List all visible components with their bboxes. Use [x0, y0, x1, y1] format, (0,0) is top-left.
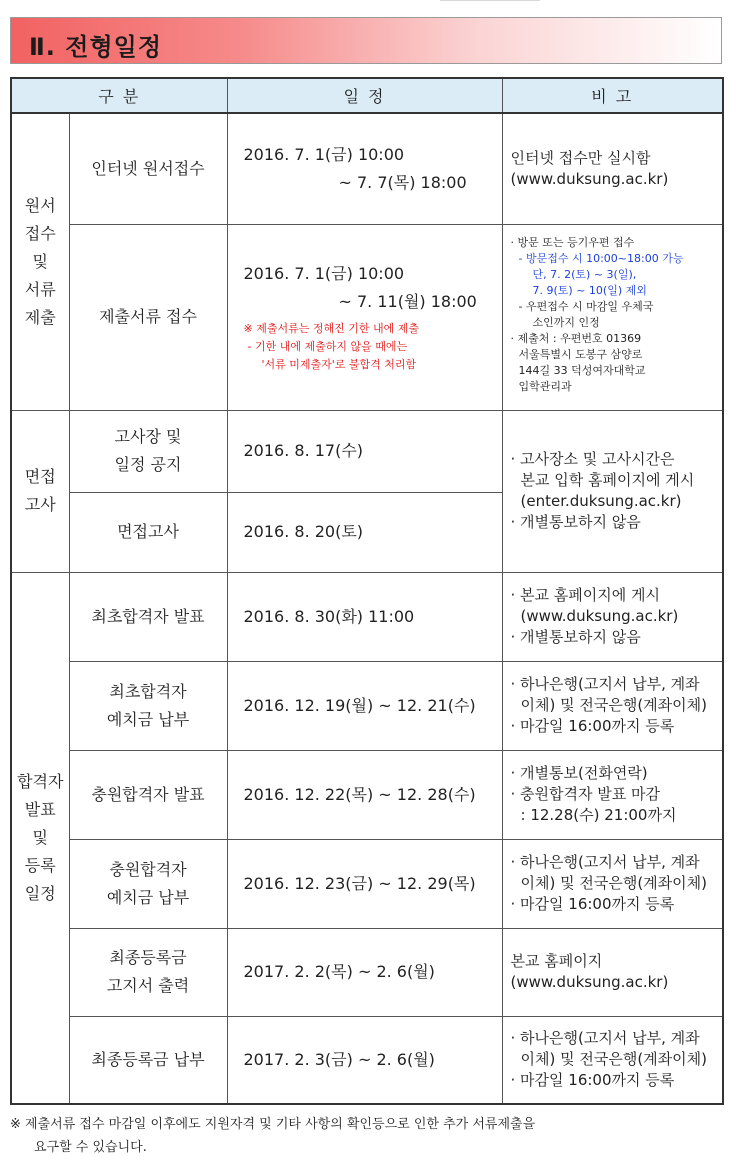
- table-row: [11, 750, 723, 839]
- date-results-2: 2016. 12. 19(월) ~ 12. 21(수): [227, 661, 502, 750]
- item-results-5: 최종등록금 고지서 출력: [69, 928, 227, 1016]
- date-document-submission: 2016. 7. 1(금) 10:00 ~ 7. 11(월) 18:00 ※ 제출서류는 정해진 기한 내에 제출 - 기한 내에 제출하지 않을 때에는 '서류 미제출자'로 불합격 처리함: [227, 224, 502, 410]
- table-row: [11, 661, 723, 750]
- remarks-results-3: · 개별통보(전화연락) · 충원합격자 발표 마감 : 12.28(수) 21:00까지: [502, 750, 723, 839]
- footnote-line-1: ※ 제출서류 접수 마감일 이후에도 지원자격 및 기타 사항의 확인등으로 인한 추가 서류제출을: [10, 1117, 536, 1132]
- table-row: [11, 224, 723, 410]
- item-document-submission: 제출서류 접수: [69, 224, 227, 410]
- category-interview: 면접 고사: [11, 410, 69, 572]
- item-results-4: 충원합격자 예치금 납부: [69, 839, 227, 928]
- item-interview-exam: 면접고사: [69, 492, 227, 572]
- item-results-3: 충원합격자 발표: [69, 750, 227, 839]
- header-remarks: 비 고: [502, 78, 723, 113]
- item-results-1: 최초합격자 발표: [69, 572, 227, 661]
- table-row: [11, 572, 723, 661]
- date-online-application: 2016. 7. 1(금) 10:00 ~ 7. 7(목) 18:00: [227, 113, 502, 224]
- footnote: [10, 1113, 730, 1159]
- category-results: 합격자 발표 및 등록 일정: [11, 572, 69, 1104]
- table-row: [11, 928, 723, 1016]
- remarks-results-4: · 하나은행(고지서 납부, 계좌 이체) 및 전국은행(계좌이체) · 마감일 16:00까지 등록: [502, 839, 723, 928]
- table-row: [11, 1016, 723, 1104]
- footnote-line-2: 요구할 수 있습니다.: [34, 1140, 147, 1155]
- header-category: 구 분: [11, 78, 227, 113]
- item-venue-notice: 고사장 및 일정 공지: [69, 410, 227, 492]
- date-venue-notice: 2016. 8. 17(수): [227, 410, 502, 492]
- date-results-5: 2017. 2. 2(목) ~ 2. 6(월): [227, 928, 502, 1016]
- remarks-results-2: · 하나은행(고지서 납부, 계좌 이체) 및 전국은행(계좌이체) · 마감일 16:00까지 등록: [502, 661, 723, 750]
- date-results-4: 2016. 12. 23(금) ~ 12. 29(목): [227, 839, 502, 928]
- remarks-online-application: 인터넷 접수만 실시함 (www.duksung.ac.kr): [502, 113, 723, 224]
- table-row: [11, 839, 723, 928]
- remarks-results-1: · 본교 홈페이지에 게시 (www.duksung.ac.kr) · 개별통보하지 않음: [502, 572, 723, 661]
- header-schedule: 일 정: [227, 78, 502, 113]
- date-results-1: 2016. 8. 30(화) 11:00: [227, 572, 502, 661]
- date-results-6: 2017. 2. 3(금) ~ 2. 6(월): [227, 1016, 502, 1104]
- date-interview-exam: 2016. 8. 20(토): [227, 492, 502, 572]
- section-title-bar: [10, 17, 722, 64]
- remarks-results-6: · 하나은행(고지서 납부, 계좌 이체) 및 전국은행(계좌이체) · 마감일 16:00까지 등록: [502, 1016, 723, 1104]
- date-results-3: 2016. 12. 22(목) ~ 12. 28(수): [227, 750, 502, 839]
- remarks-results-5: 본교 홈페이지 (www.duksung.ac.kr): [502, 928, 723, 1016]
- schedule-table: [10, 77, 724, 1105]
- category-application: 원서 접수 및 서류 제출: [11, 113, 69, 410]
- item-results-6: 최종등록금 납부: [69, 1016, 227, 1104]
- item-online-application: 인터넷 원서접수: [69, 113, 227, 224]
- remarks-interview: · 고사장소 및 고사시간은 본교 입학 홈페이지에 게시 (enter.duksung.ac.kr) · 개별통보하지 않음: [502, 410, 723, 572]
- table-header-row: [11, 78, 723, 113]
- item-results-2: 최초합격자 예치금 납부: [69, 661, 227, 750]
- top-edge-mark: [440, 0, 540, 5]
- submission-warning: ※ 제출서류는 정해진 기한 내에 제출 - 기한 내에 제출하지 않을 때에는 '서류 미제출자'로 불합격 처리함: [243, 322, 419, 371]
- table-row: [11, 410, 723, 492]
- table-row: [11, 113, 723, 224]
- remarks-document-submission: · 방문 또는 등기우편 접수 - 방문접수 시 10:00~18:00 가능 단, 7. 2(토) ~ 3(일), 7. 9(토) ~ 10(일) 제외 - 우편접수 시 마감일 우체국 소인까지 인정 · 제출처 : 우편번호 01369 서울특별시 도봉구 삼양로 144길 33 덕성여자대학교 입학관리과: [502, 224, 723, 410]
- section-title: Ⅱ. 전형일정: [29, 33, 163, 61]
